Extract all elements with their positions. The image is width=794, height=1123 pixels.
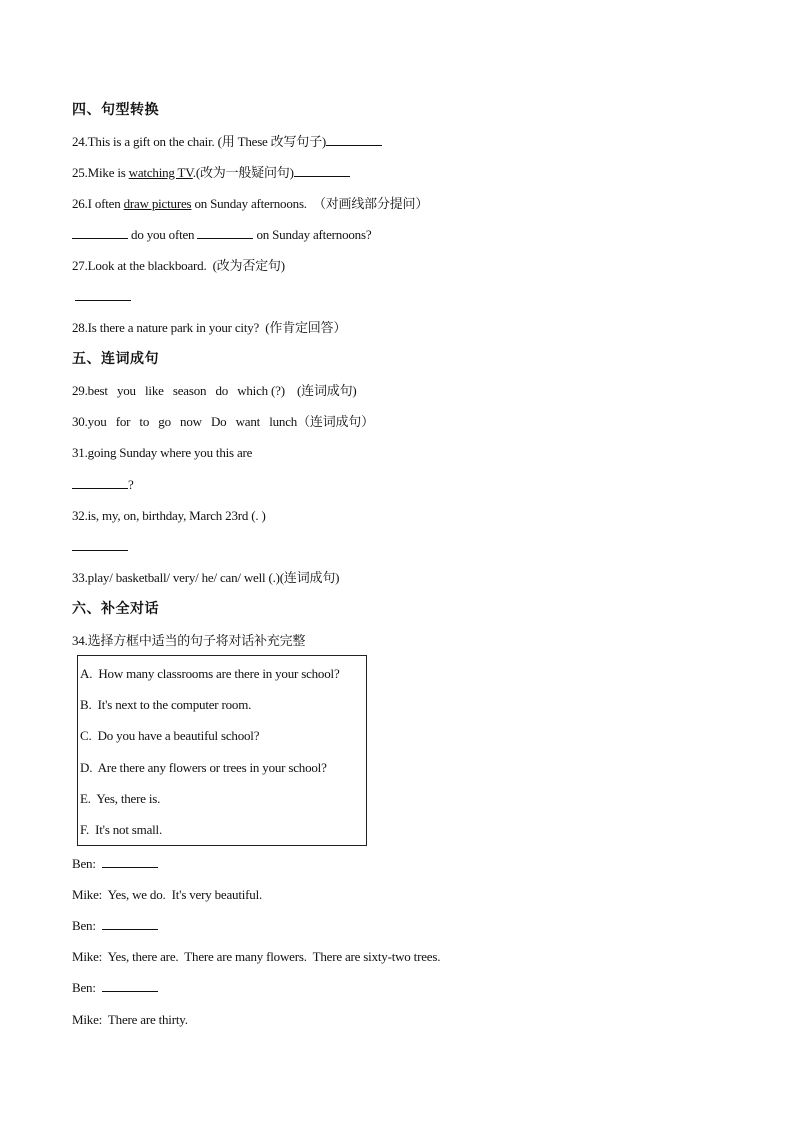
question-29: 29.best you like season do which (?) (连词成句) — [72, 383, 357, 398]
dialogue-ben-2-label: Ben: — [72, 918, 102, 933]
answer-blank-24[interactable] — [326, 134, 382, 146]
question-26-pre: 26.I often — [72, 196, 124, 211]
dialogue-ben-2 — [72, 918, 158, 934]
question-26-underlined: draw pictures — [123, 196, 192, 211]
question-34: 34.选择方框中适当的句子将对话补充完整 — [72, 633, 306, 648]
question-26-answer-line — [72, 227, 371, 243]
option-d: D. Are there any flowers or trees in your school? — [80, 760, 327, 775]
answer-blank-26a[interactable] — [72, 227, 128, 239]
question-31-answer-line — [72, 477, 134, 493]
question-33: 33.play/ basketball/ very/ he/ can/ well (.)(连词成句) — [72, 570, 340, 585]
answer-blank-32[interactable] — [72, 539, 128, 551]
question-25 — [72, 165, 350, 181]
question-25-pre: 25.Mike is — [72, 165, 129, 180]
section-heading-4: 四、句型转换 — [72, 102, 159, 118]
answer-blank-dialogue-1[interactable] — [102, 856, 158, 868]
dialogue-mike-3: Mike: There are thirty. — [72, 1012, 188, 1027]
options-box — [77, 655, 367, 846]
question-25-post: .(改为一般疑问句) — [192, 165, 294, 180]
question-24 — [72, 134, 382, 150]
question-26-answer-post: on Sunday afternoons? — [253, 227, 372, 242]
answer-blank-dialogue-3[interactable] — [102, 980, 158, 992]
question-32: 32.is, my, on, birthday, March 23rd (. ) — [72, 508, 266, 523]
question-26 — [72, 196, 428, 212]
option-c: C. Do you have a beautiful school? — [80, 728, 260, 743]
question-31: 31.going Sunday where you this are — [72, 445, 253, 460]
answer-blank-26b[interactable] — [197, 227, 253, 239]
question-26-answer-mid: do you often — [128, 227, 198, 242]
answer-line-32 — [72, 539, 128, 555]
dialogue-mike-2: Mike: Yes, there are. There are many flowers. There are sixty-two trees. — [72, 949, 441, 964]
section-heading-6: 六、补全对话 — [72, 601, 159, 617]
answer-blank-dialogue-2[interactable] — [102, 918, 158, 930]
question-25-underlined: watching TV — [128, 165, 193, 180]
question-24-text: 24.This is a gift on the chair. (用 These 改写句子) — [72, 134, 326, 149]
question-30: 30.you for to go now Do want lunch（连词成句） — [72, 414, 374, 429]
option-f: F. It's not small. — [80, 822, 163, 837]
dialogue-ben-1-label: Ben: — [72, 856, 102, 871]
option-e: E. Yes, there is. — [80, 791, 161, 806]
question-27: 27.Look at the blackboard. (改为否定句) — [72, 258, 285, 273]
question-26-post: on Sunday afternoons. （对画线部分提问） — [191, 196, 429, 211]
option-a: A. How many classrooms are there in your school? — [80, 666, 340, 681]
dialogue-mike-1: Mike: Yes, we do. It's very beautiful. — [72, 887, 263, 902]
answer-blank-31[interactable] — [72, 477, 128, 489]
dialogue-ben-3 — [72, 980, 158, 996]
question-31-answer-post: ? — [128, 477, 134, 492]
question-28: 28.Is there a nature park in your city? (作肯定回答） — [72, 320, 347, 335]
option-b: B. It's next to the computer room. — [80, 697, 252, 712]
section-heading-5: 五、连词成句 — [72, 351, 159, 367]
answer-blank-27[interactable] — [75, 289, 131, 301]
answer-line-27 — [75, 289, 131, 305]
dialogue-ben-3-label: Ben: — [72, 980, 102, 995]
answer-blank-25[interactable] — [294, 165, 350, 177]
dialogue-ben-1 — [72, 856, 158, 872]
